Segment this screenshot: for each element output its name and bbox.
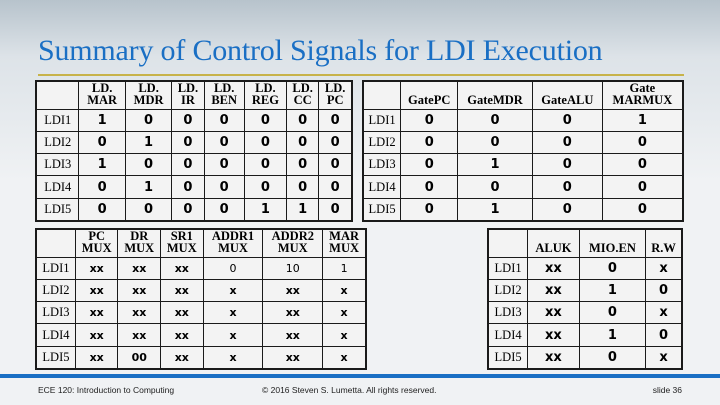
column-header [579,229,645,258]
signal-value: xx [118,280,161,302]
header-row [363,81,683,110]
row-label: LDI2 [488,280,528,302]
signal-value: 0 [287,154,319,176]
signal-value: 0 [319,198,352,221]
row-label: LDI3 [488,302,528,324]
header-row [36,229,366,258]
signal-value: x [203,346,263,369]
signal-value: 10 [263,258,323,280]
signal-value: 0 [244,154,286,176]
signal-value: xx [118,324,161,346]
signal-value: 0 [79,198,125,221]
corner-cell [488,229,528,258]
column-header-line: PC [326,93,344,107]
signal-value: 0 [204,110,244,132]
signal-value: 0 [172,176,204,198]
row-label: LDI4 [36,324,75,346]
signal-value: x [323,324,366,346]
column-header-line: ALUK [535,241,572,255]
signal-value: 0 [401,154,458,176]
row-label: LDI1 [36,258,75,280]
signal-value: 0 [532,110,602,132]
mux-signals-table [35,228,367,370]
column-header-line: Gate [629,81,656,95]
row-label: LDI4 [363,176,401,198]
signal-value: 0 [401,132,458,154]
signal-value: x [646,346,682,369]
signal-value: 1 [79,154,125,176]
table-row [488,280,682,302]
row-label: LDI3 [363,154,401,176]
row-label: LDI5 [36,198,79,221]
column-header-line: GatePC [408,93,451,107]
signal-value: 0 [125,154,171,176]
column-header [161,229,204,258]
signal-value: xx [161,324,204,346]
signal-value: 0 [204,132,244,154]
table-row [363,176,683,198]
load-signals-table [35,80,353,222]
signal-value: 0 [287,110,319,132]
signal-value: 0 [579,258,645,280]
signal-value: xx [528,302,580,324]
table-row [488,324,682,346]
column-header-line: MIO.EN [588,241,636,255]
column-header-line: DR [130,229,149,243]
signal-value: 0 [532,198,602,221]
row-label: LDI3 [36,302,75,324]
column-header-line: CC [293,93,312,107]
column-header [203,229,263,258]
header-row [488,229,682,258]
signal-value: 1 [579,280,645,302]
column-header-line: MUX [277,241,308,255]
table-row [36,324,366,346]
signal-value: xx [528,324,580,346]
column-header-line: REG [251,93,279,107]
signal-value: x [323,302,366,324]
signal-value: 1 [79,110,125,132]
signal-value: 1 [244,198,286,221]
column-header-line: SR1 [170,229,193,243]
signal-value: x [203,302,263,324]
column-header [319,81,352,110]
table-row [363,198,683,221]
signal-value: 0 [244,176,286,198]
column-header [263,229,323,258]
table-row [363,132,683,154]
signal-value: 1 [458,154,533,176]
table-row [36,258,366,280]
signal-value: 0 [319,132,352,154]
signal-value: 0 [401,176,458,198]
signal-value: 0 [319,110,352,132]
signal-value: 0 [244,132,286,154]
signal-value: 0 [602,132,683,154]
signal-value: x [203,280,263,302]
memory-alu-signals-table [487,228,683,370]
row-label: LDI2 [36,132,79,154]
signal-value: xx [263,280,323,302]
column-header [244,81,286,110]
signal-value: 0 [579,346,645,369]
column-header [125,81,171,110]
signal-value: 0 [287,176,319,198]
signal-value: x [323,280,366,302]
title-divider [38,74,684,76]
row-label: LDI2 [363,132,401,154]
column-header [79,81,125,110]
table-row [36,110,352,132]
signal-value: xx [161,302,204,324]
signal-value: 1 [458,198,533,221]
column-header-line: LD. [292,81,313,95]
corner-cell [36,81,79,110]
signal-value: 0 [244,110,286,132]
signal-value: 0 [79,132,125,154]
column-header [528,229,580,258]
column-header-line: MUX [166,241,197,255]
signal-value: 0 [79,176,125,198]
table-row [36,132,352,154]
signal-value: 1 [125,176,171,198]
signal-value: 0 [401,110,458,132]
column-header-line: LD. [255,81,276,95]
row-label: LDI5 [36,346,75,369]
column-header-line: MUX [218,241,248,255]
signal-value: 0 [532,176,602,198]
column-header [323,229,366,258]
signal-value: 0 [602,176,683,198]
signal-value: 1 [579,324,645,346]
column-header [532,81,602,110]
table-row [36,280,366,302]
column-header-line: MAR [329,229,360,243]
signal-value: xx [161,346,204,369]
table-row [488,302,682,324]
column-header-line: MUX [329,241,360,255]
signal-value: 0 [401,198,458,221]
signal-value: xx [528,346,580,369]
table-row [36,154,352,176]
signal-value: xx [528,280,580,302]
signal-value: 0 [532,154,602,176]
signal-value: xx [75,324,118,346]
signal-value: xx [263,346,323,369]
row-label: LDI5 [488,346,528,369]
corner-cell [363,81,401,110]
column-header-line: LD. [213,81,235,95]
copyright-notice: © 2016 Steven S. Lumetta. All rights reserved. [262,385,437,395]
row-label: LDI4 [488,324,528,346]
signal-value: xx [118,302,161,324]
column-header-line: MUX [124,241,155,255]
signal-value: 0 [172,198,204,221]
signal-value: 0 [172,132,204,154]
column-header [172,81,204,110]
table-row [488,346,682,369]
signal-value: xx [263,324,323,346]
row-label: LDI1 [363,110,401,132]
column-header-line: ADDR2 [271,229,314,243]
column-header [646,229,682,258]
signal-value: 0 [203,258,263,280]
table-row [36,346,366,369]
signal-value: xx [75,302,118,324]
signal-value: 1 [602,110,683,132]
column-header [204,81,244,110]
signal-value: x [646,302,682,324]
signal-value: 0 [319,154,352,176]
column-header-line: MARMUX [612,93,673,107]
signal-value: 0 [602,198,683,221]
signal-value: 1 [323,258,366,280]
signal-value: xx [118,258,161,280]
column-header-line: R.W [651,241,676,255]
signal-value: xx [528,258,580,280]
row-label: LDI4 [36,176,79,198]
column-header [287,81,319,110]
signal-value: xx [75,280,118,302]
signal-value: 0 [204,154,244,176]
signal-value: 1 [287,198,319,221]
signal-value: 0 [458,132,533,154]
column-header-line: GateMDR [467,93,523,107]
signal-value: 0 [458,176,533,198]
signal-value: 0 [319,176,352,198]
signal-value: 0 [532,132,602,154]
column-header-line: MDR [133,93,164,107]
signal-value: 0 [204,176,244,198]
column-header [401,81,458,110]
column-header-line: PC [88,229,106,243]
corner-cell [36,229,75,258]
course-name: ECE 120: Introduction to Computing [38,385,175,395]
signal-value: x [646,258,682,280]
signal-value: 0 [204,198,244,221]
column-header-line: IR [180,93,195,107]
signal-value: 0 [287,132,319,154]
signal-value: xx [75,258,118,280]
signal-value: 0 [172,110,204,132]
row-label: LDI1 [488,258,528,280]
column-header-line: ADDR1 [211,229,255,243]
column-header-line: LD. [91,81,113,95]
signal-value: xx [161,280,204,302]
column-header-line: LD. [324,81,346,95]
row-label: LDI2 [36,280,75,302]
table-row [363,110,683,132]
gate-signals-table [362,80,684,222]
signal-value: 0 [125,198,171,221]
column-header [602,81,683,110]
signal-value: 0 [602,154,683,176]
row-label: LDI5 [363,198,401,221]
footer-bar [0,374,720,378]
column-header-line: GateALU [541,93,594,107]
row-label: LDI1 [36,110,79,132]
signal-value: 00 [118,346,161,369]
signal-value: x [323,346,366,369]
table-row [36,176,352,198]
column-header [118,229,161,258]
signal-value: x [203,324,263,346]
table-row [36,198,352,221]
signal-value: 1 [125,132,171,154]
signal-value: xx [161,258,204,280]
row-label: LDI3 [36,154,79,176]
slide-title: Summary of Control Signals for LDI Execution [38,34,603,67]
signal-value: 0 [646,280,682,302]
signal-value: 0 [125,110,171,132]
column-header-line: LD. [138,81,159,95]
column-header-line: MAR [87,93,118,107]
column-header [75,229,118,258]
signal-value: 0 [458,110,533,132]
signal-value: xx [263,302,323,324]
slide-number: slide 36 [652,385,682,395]
signal-value: 0 [172,154,204,176]
signal-value: 0 [579,302,645,324]
table-row [36,302,366,324]
column-header-line: MUX [81,241,112,255]
table-row [363,154,683,176]
table-row [488,258,682,280]
column-header [458,81,533,110]
signal-value: xx [75,346,118,369]
column-header-line: LD. [177,81,199,95]
header-row [36,81,352,110]
signal-value: 0 [646,324,682,346]
column-header-line: BEN [211,93,238,107]
